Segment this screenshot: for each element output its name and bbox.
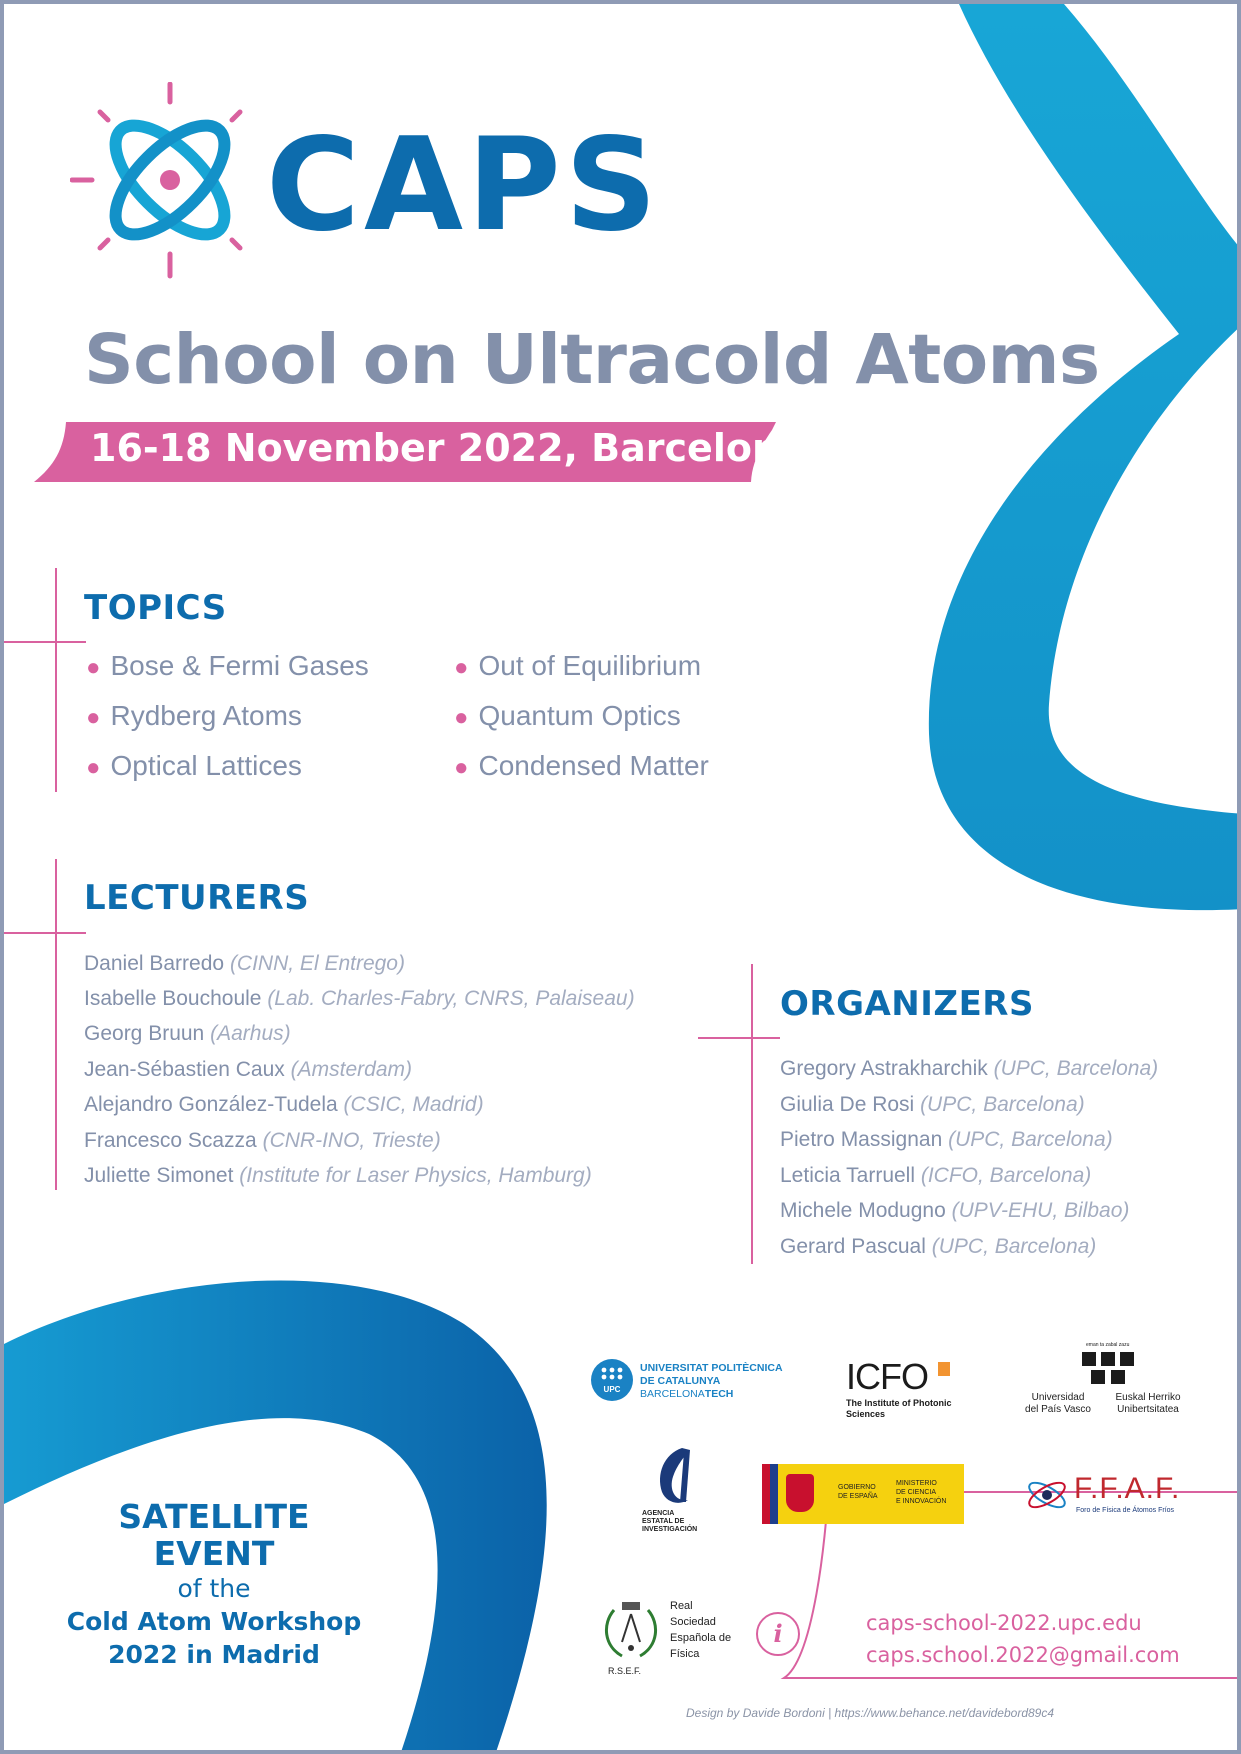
bullet-icon: ●	[86, 654, 101, 681]
organizer-entry	[780, 1093, 1085, 1117]
page-title: School on Ultracold Atoms	[84, 320, 1100, 400]
topic-item	[454, 700, 681, 732]
gobierno-text: GOBIERNO	[838, 1484, 876, 1491]
topics-heading: TOPICS	[84, 588, 227, 628]
ffaf-mark-text: F.F.A.F.	[1074, 1472, 1181, 1505]
person-affiliation: (Institute for Laser Physics, Hamburg)	[239, 1164, 592, 1187]
topic-item	[86, 650, 369, 682]
flag-stripe	[762, 1464, 770, 1524]
topic-label: Condensed Matter	[478, 750, 709, 781]
person-affiliation: (Lab. Charles-Fabry, CNRS, Palaiseau)	[267, 987, 635, 1010]
person-name: Giulia De Rosi	[780, 1093, 915, 1116]
ehu-name-eu: Euskal Herriko	[1115, 1392, 1181, 1403]
satellite-line: 2022 in Madrid	[108, 1640, 320, 1669]
aei-logo	[640, 1444, 710, 1544]
bullet-icon: ●	[86, 754, 101, 781]
person-name: Gregory Astrakharchik	[780, 1057, 988, 1080]
date-banner-text: 16-18 November 2022, Barcelona	[90, 426, 805, 470]
bullet-icon: ●	[454, 704, 469, 731]
person-name: Francesco Scazza	[84, 1129, 257, 1152]
person-name: Georg Bruun	[84, 1022, 205, 1045]
caps-logo-text: CAPS	[266, 111, 661, 260]
satellite-line: of the	[177, 1574, 251, 1603]
organizer-entry	[780, 1164, 1091, 1188]
rsef-logo	[598, 1598, 748, 1682]
icfo-tagline: The Institute of Photonic	[846, 1398, 952, 1408]
flag-stripe	[770, 1464, 778, 1524]
topic-label: Rydberg Atoms	[110, 700, 302, 731]
design-credit: Design by Davide Bordoni | https://www.behance.net/davidebord89c4	[686, 1706, 1055, 1720]
upc-badge-text: UPC	[603, 1385, 621, 1394]
person-name: Michele Modugno	[780, 1199, 946, 1222]
website-link[interactable]: caps-school-2022.upc.edu	[866, 1611, 1142, 1635]
topic-label: Quantum Optics	[478, 700, 681, 731]
aei-text: AGENCIA	[642, 1510, 675, 1517]
person-name: Isabelle Bouchoule	[84, 987, 262, 1010]
aei-text: ESTATAL DE	[642, 1518, 685, 1525]
info-icon: i	[756, 1612, 800, 1656]
upc-name-line: DE CATALUNYA	[640, 1375, 721, 1387]
lecturer-entry	[84, 1022, 291, 1046]
person-affiliation: (CSIC, Madrid)	[343, 1093, 484, 1116]
ehu-motto: eman ta zabal zazu	[1086, 1342, 1130, 1348]
person-affiliation: (ICFO, Barcelona)	[920, 1164, 1092, 1187]
person-name: Jean-Sébastien Caux	[84, 1058, 285, 1081]
ehu-name-es: del País Vasco	[1025, 1404, 1091, 1415]
ehu-name-eu: Unibertsitatea	[1117, 1404, 1179, 1415]
topic-label: Bose & Fermi Gases	[110, 650, 369, 681]
ehu-logo	[1018, 1342, 1188, 1422]
satellite-line: Cold Atom Workshop	[66, 1607, 362, 1636]
coat-of-arms-icon	[786, 1474, 814, 1512]
rsef-text: Sociedad	[670, 1616, 716, 1628]
icfo-accent-icon	[938, 1362, 950, 1376]
rsef-text: Física	[670, 1648, 700, 1660]
topic-item	[86, 750, 302, 782]
topic-item	[454, 650, 701, 682]
upc-name-line: UNIVERSITAT POLITÈCNICA	[640, 1362, 783, 1374]
person-name: Alejandro González-Tudela	[84, 1093, 338, 1116]
ehu-name-es: Universidad	[1031, 1392, 1085, 1403]
person-name: Juliette Simonet	[84, 1164, 234, 1187]
ffaf-atom-icon	[1024, 1472, 1070, 1518]
bullet-icon: ●	[86, 704, 101, 731]
person-affiliation: (UPC, Barcelona)	[931, 1235, 1097, 1258]
organizers-heading: ORGANIZERS	[780, 984, 1034, 1024]
organizer-entry	[780, 1057, 1158, 1081]
lecturer-entry	[84, 1164, 592, 1188]
icfo-mark-text: ICFO	[846, 1356, 928, 1397]
satellite-line: SATELLITE	[118, 1497, 310, 1536]
person-name: Gerard Pascual	[780, 1235, 926, 1258]
organizer-entry	[780, 1235, 1096, 1259]
organizer-entry	[780, 1199, 1129, 1223]
top-right-swoosh	[929, 4, 1241, 910]
satellite-line: EVENT	[153, 1534, 275, 1573]
satellite-event-block	[44, 1498, 384, 1671]
lecturer-entry	[84, 1093, 484, 1117]
person-affiliation: (UPC, Barcelona)	[993, 1057, 1159, 1080]
upc-barcelona-text: BARCELONA	[640, 1388, 705, 1400]
ehu-emblem-icon	[1080, 1350, 1136, 1390]
rsef-text: Real	[670, 1600, 693, 1612]
email-link[interactable]: caps.school.2022@gmail.com	[866, 1643, 1180, 1667]
topic-label: Out of Equilibrium	[478, 650, 702, 681]
person-affiliation: (CINN, El Entrego)	[229, 952, 405, 975]
upc-emblem-icon	[590, 1358, 634, 1402]
topic-item	[86, 700, 302, 732]
person-affiliation: (Amsterdam)	[290, 1058, 412, 1081]
lecturer-entry	[84, 952, 405, 976]
person-affiliation: (Aarhus)	[210, 1022, 291, 1045]
ffaf-subtitle: Foro de Física de Átomos Fríos	[1076, 1507, 1175, 1514]
aei-text: INVESTIGACIÓN	[642, 1526, 698, 1533]
person-affiliation: (UPC, Barcelona)	[920, 1093, 1085, 1116]
lecturer-entry	[84, 987, 635, 1011]
person-name: Daniel Barredo	[84, 952, 225, 975]
aei-emblem-icon	[644, 1444, 704, 1508]
person-name: Leticia Tarruell	[780, 1164, 916, 1187]
rsef-laurel-icon	[598, 1598, 664, 1664]
topic-item	[454, 750, 709, 782]
bullet-icon: ●	[454, 654, 469, 681]
ministerio-text: DE CIENCIA	[896, 1489, 937, 1496]
atom-logo-icon	[70, 82, 250, 282]
lecturer-entry	[84, 1058, 412, 1082]
icfo-tagline: Sciences	[846, 1409, 886, 1419]
person-affiliation: (UPC, Barcelona)	[948, 1128, 1113, 1151]
upc-name-line	[640, 1388, 733, 1400]
lecturer-entry	[84, 1129, 441, 1153]
gobierno-logo	[762, 1464, 964, 1524]
ministerio-text: MINISTERIO	[896, 1480, 937, 1487]
person-affiliation: (CNR-INO, Trieste)	[262, 1129, 441, 1152]
person-name: Pietro Massignan	[780, 1128, 943, 1151]
organizer-entry	[780, 1128, 1113, 1152]
person-affiliation: (UPV-EHU, Bilbao)	[951, 1199, 1130, 1222]
gobierno-text: DE ESPAÑA	[838, 1493, 878, 1500]
upc-tech-text: TECH	[704, 1388, 734, 1400]
ffaf-logo	[1024, 1470, 1184, 1520]
rsef-abbr: R.S.E.F.	[608, 1666, 642, 1676]
bullet-icon: ●	[454, 754, 469, 781]
topic-label: Optical Lattices	[110, 750, 302, 781]
rsef-text: Española de	[670, 1632, 732, 1644]
lecturers-heading: LECTURERS	[84, 878, 310, 918]
ministerio-text: E INNOVACIÓN	[896, 1498, 947, 1505]
